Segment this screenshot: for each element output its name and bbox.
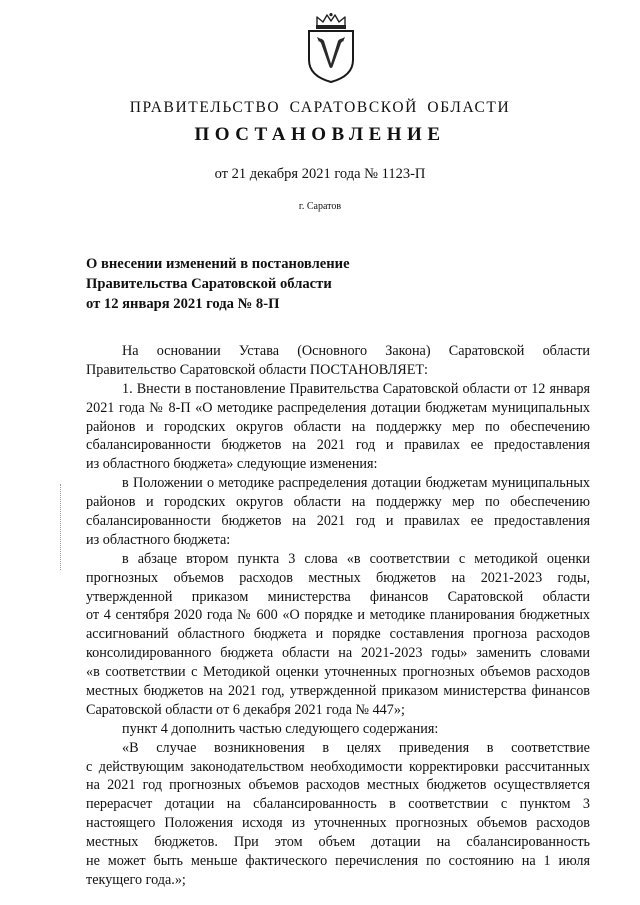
body-line: ассигнований областного бюджета и порядке составления прогноза расходов [86,626,590,643]
subject-line: от 12 января 2021 года № 8-П [86,296,280,312]
body-line: сбалансированности бюджетов на 2021 год и правилах ее предоставления [86,513,590,530]
saratov-coat-of-arms-icon [303,12,359,84]
body-line: 1. Внести в постановление Правительства Саратовской области от 12 января [122,380,590,397]
body-line: текущего года.»; [86,871,186,888]
body-line: сбалансированности бюджетов на 2021 год и правилах ее предоставления [86,437,590,454]
subject-line: О внесении изменений в постановление [86,256,350,272]
shield-icon [309,31,353,82]
body-line: местных бюджетов. При этом объем дотации на сбалансированность [86,834,590,851]
margin-mark [60,484,62,570]
government-name: ПРАВИТЕЛЬСТВО САРАТОВСКОЙ ОБЛАСТИ [129,99,511,116]
subject-line: Правительства Саратовской области [86,276,332,292]
body-line: На основании Устава (Основного Закона) Саратовской области [122,343,590,359]
body-line: «В случае возникновения в целях приведения в соответствие [122,739,590,756]
body-line: районов и городских округов области на поддержку мер по обеспечению [86,418,590,435]
body-line: не может быть меньше фактического перечисления по состоянию на 1 июля [86,853,590,870]
body-line: перерасчет дотации на сбалансированность в соответствии с пунктом 3 [86,796,590,813]
crown-icon [316,13,346,29]
body-line: прогнозных объемов расходов местных бюджетов на 2021-2023 годы, [86,569,590,586]
decree-date-number: от 21 декабря 2021 года № 1123-П [214,166,426,182]
body-line: 2021 года № 8-П «О методике распределения дотации бюджетам муниципальных [86,399,590,416]
body-line: из областного бюджета: [86,531,231,548]
decree-body [86,342,590,890]
body-line: местных бюджетов на 2021 год, утвержденной приказом министерства финансов [86,683,590,700]
body-line: из областного бюджета» следующие изменения: [86,456,378,473]
body-line: «в соответствии с Методикой оценки уточненных прогнозных объемов расходов [86,664,590,681]
body-line: консолидированного бюджета области на 2021-2023 годы» заменить словами [86,645,590,662]
body-line: Правительство Саратовской области ПОСТАНОВЛЯЕТ: [86,361,429,378]
body-line: в Положении о методике распределения дотации бюджетам муниципальных [122,475,590,492]
issue-city: г. Саратов [298,201,342,212]
decree-subject [86,254,506,314]
body-line: с действующим законодательством необходимости корректировки рассчитанных [86,758,590,775]
body-line: от 4 сентября 2020 года № 600 «О порядке и методике планирования бюджетных [86,607,590,624]
body-line: районов и городских округов области на поддержку мер по обеспечению [86,494,590,511]
body-line: пункт 4 дополнить частью следующего содержания: [122,720,439,737]
body-line: Саратовской области от 6 декабря 2021 года № 447»; [86,701,405,718]
body-line: на 2021 год прогнозных объемов расходов местных бюджетов осуществляется [86,777,590,794]
body-line: утвержденной приказом министерства финансов Саратовской области [86,588,590,605]
body-line: в абзаце втором пункта 3 слова «в соответствии с методикой оценки [122,550,590,567]
document-type-title: ПОСТАНОВЛЕНИЕ [194,124,446,145]
body-line: настоящего Положения исходя из уточненных прогнозных объемов расходов [86,815,590,832]
